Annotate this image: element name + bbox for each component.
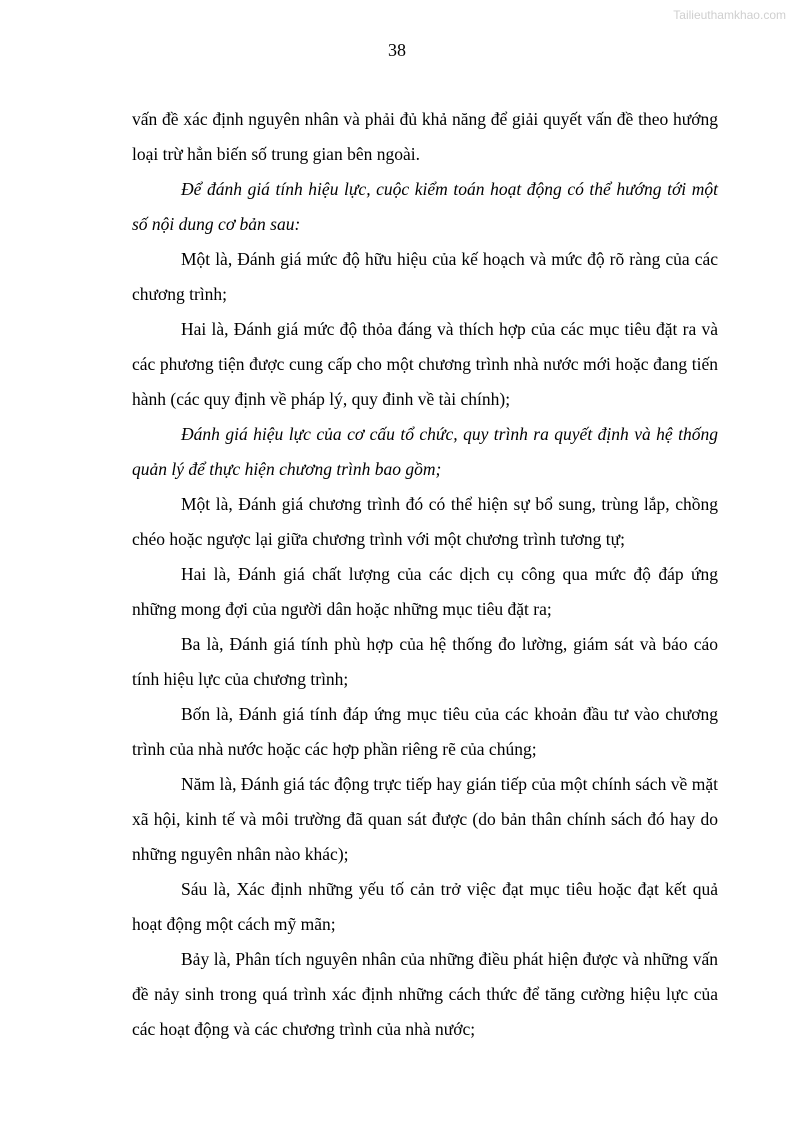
paragraph: Một là, Đánh giá mức độ hữu hiệu của kế hoạch và mức độ rõ ràng của các chương trình; (132, 249, 718, 304)
page-number: 38 (388, 40, 406, 60)
paragraph: vấn đề xác định nguyên nhân và phải đủ khả năng để giải quyết vấn đề theo hướng loại trừ hẳn biến số trung gian bên ngoài. (132, 109, 718, 164)
paragraph: Bảy là, Phân tích nguyên nhân của những điều phát hiện được và những vấn đề nảy sinh trong quá trình xác định những cách thức để tăng cường hiệu lực của các hoạt động và các chương trình của nhà nước; (132, 949, 718, 1039)
paragraph: Để đánh giá tính hiệu lực, cuộc kiểm toán hoạt động có thể hướng tới một số nội dung cơ bản sau: (132, 179, 718, 234)
body-text (132, 102, 718, 1047)
watermark: Tailieuthamkhao.com (673, 8, 786, 22)
paragraph: Bốn là, Đánh giá tính đáp ứng mục tiêu của các khoản đầu tư vào chương trình của nhà nước hoặc các hợp phần riêng rẽ của chúng; (132, 704, 718, 759)
paragraph: Đánh giá hiệu lực của cơ cấu tổ chức, quy trình ra quyết định và hệ thống quản lý để thực hiện chương trình bao gồm; (132, 424, 718, 479)
paragraph: Năm là, Đánh giá tác động trực tiếp hay gián tiếp của một chính sách về mặt xã hội, kinh tế và môi trường đã quan sát được (do bản thân chính sách đó hay do những nguyên nhân nào khác); (132, 774, 718, 864)
paragraph: Một là, Đánh giá chương trình đó có thể hiện sự bổ sung, trùng lắp, chồng chéo hoặc ngược lại giữa chương trình với một chương trình tương tự; (132, 494, 718, 549)
paragraph: Sáu là, Xác định những yếu tố cản trở việc đạt mục tiêu hoặc đạt kết quả hoạt động một cách mỹ mãn; (132, 879, 718, 934)
paragraph: Hai là, Đánh giá chất lượng của các dịch cụ công qua mức độ đáp ứng những mong đợi của người dân hoặc những mục tiêu đặt ra; (132, 564, 718, 619)
paragraph: Hai là, Đánh giá mức độ thỏa đáng và thích hợp của các mục tiêu đặt ra và các phương tiện được cung cấp cho một chương trình nhà nước mới hoặc đang tiến hành (các quy định về pháp lý, quy đinh về tài chính); (132, 319, 718, 409)
paragraph: Ba là, Đánh giá tính phù hợp của hệ thống đo lường, giám sát và báo cáo tính hiệu lực của chương trình; (132, 634, 718, 689)
